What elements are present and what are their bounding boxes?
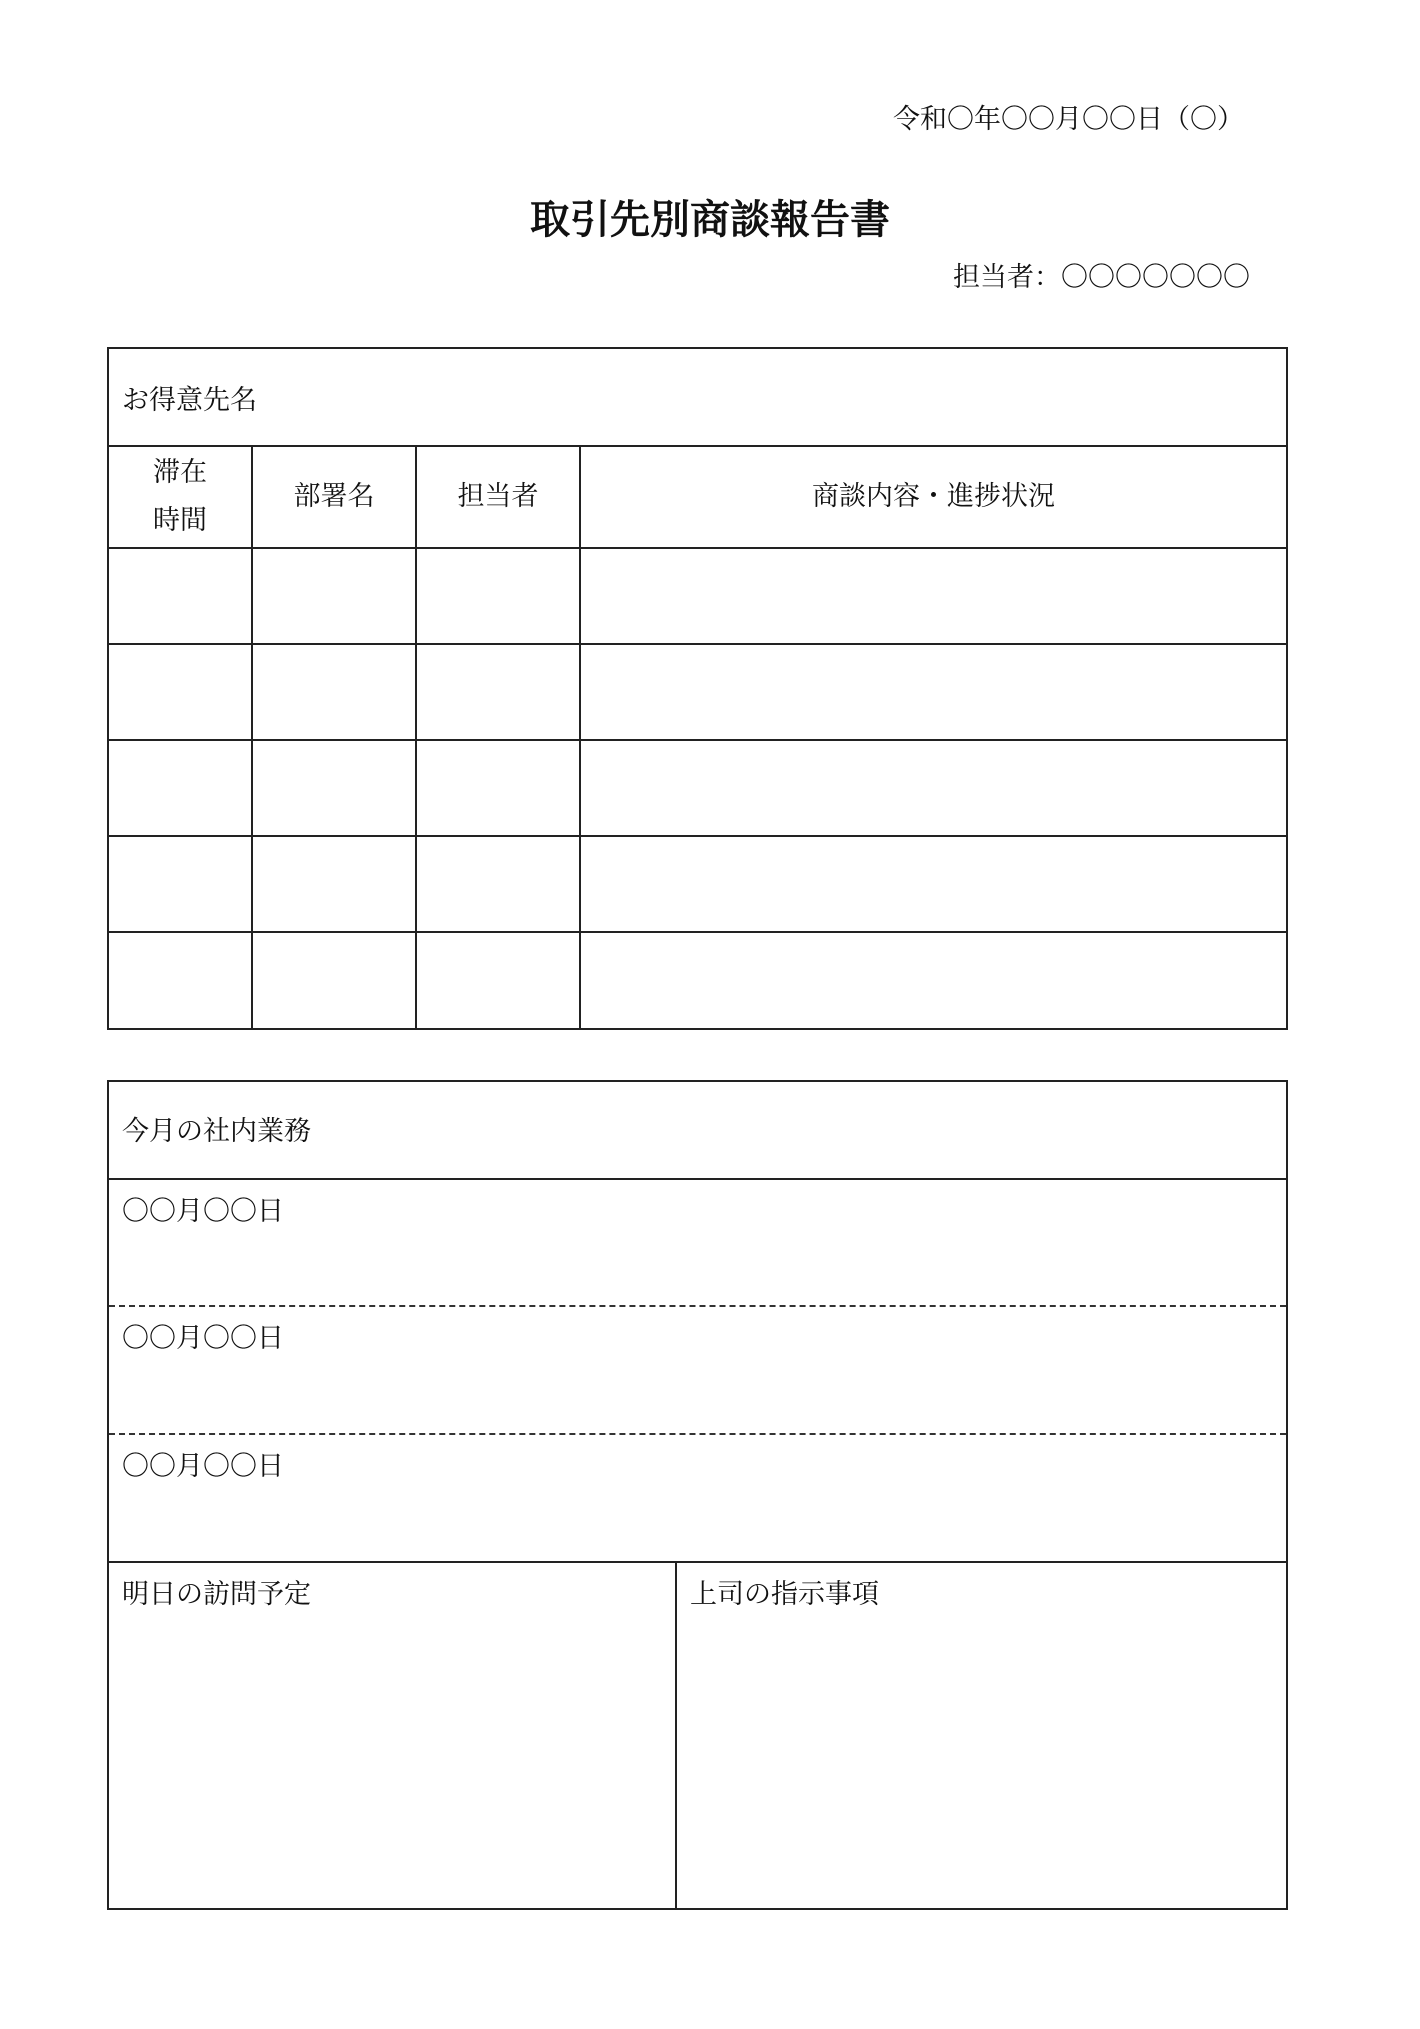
client-name-field[interactable] [109,349,1286,445]
table-cell-details[interactable] [581,837,1286,931]
table-cell-details[interactable] [581,645,1286,739]
table-cell-details[interactable] [581,933,1286,1028]
internal-work-heading: 今月の社内業務 [122,1116,311,1147]
table-cell-department[interactable] [253,549,415,643]
internal-work-entry[interactable] [109,1307,1286,1433]
table-cell-department[interactable] [253,741,415,835]
tomorrow-visits-field[interactable] [109,1563,675,1908]
table-cell-contact[interactable] [417,645,579,739]
client-name-label: お得意先名 [122,385,257,416]
table-cell-contact[interactable] [417,837,579,931]
entry-date: 〇〇月〇〇日 [122,1451,284,1482]
page-title: 取引先別商談報告書 [530,196,890,243]
table-cell-details[interactable] [581,741,1286,835]
table-cell-contact[interactable] [417,933,579,1028]
column-header-department: 部署名 [293,481,375,512]
table-cell-stay-time[interactable] [109,741,251,835]
internal-work-entry[interactable] [109,1180,1286,1305]
table-cell-stay-time[interactable] [109,549,251,643]
table-cell-stay-time[interactable] [109,933,251,1028]
internal-work-table [107,1080,1288,1910]
table-cell-stay-time[interactable] [109,837,251,931]
column-header-details: 商談内容・進捗状況 [812,481,1055,512]
internal-work-entry[interactable] [109,1435,1286,1561]
supervisor-instructions-label: 上司の指示事項 [690,1579,879,1610]
column-header-stay-time: 滞在 時間 [153,457,207,536]
tomorrow-visits-label: 明日の訪問予定 [122,1579,311,1610]
table-cell-department[interactable] [253,933,415,1028]
table-cell-contact[interactable] [417,741,579,835]
entry-date: 〇〇月〇〇日 [122,1323,284,1354]
entry-date: 〇〇月〇〇日 [122,1196,284,1227]
visit-table [107,347,1288,1030]
table-cell-department[interactable] [253,645,415,739]
table-cell-contact[interactable] [417,549,579,643]
person-in-charge: 担当者：〇〇〇〇〇〇〇 [953,262,1250,293]
table-cell-department[interactable] [253,837,415,931]
column-header-contact: 担当者 [457,481,539,512]
supervisor-instructions-field[interactable] [677,1563,1286,1908]
table-cell-stay-time[interactable] [109,645,251,739]
report-date: 令和〇年〇〇月〇〇日（〇） [893,104,1244,135]
table-cell-details[interactable] [581,549,1286,643]
